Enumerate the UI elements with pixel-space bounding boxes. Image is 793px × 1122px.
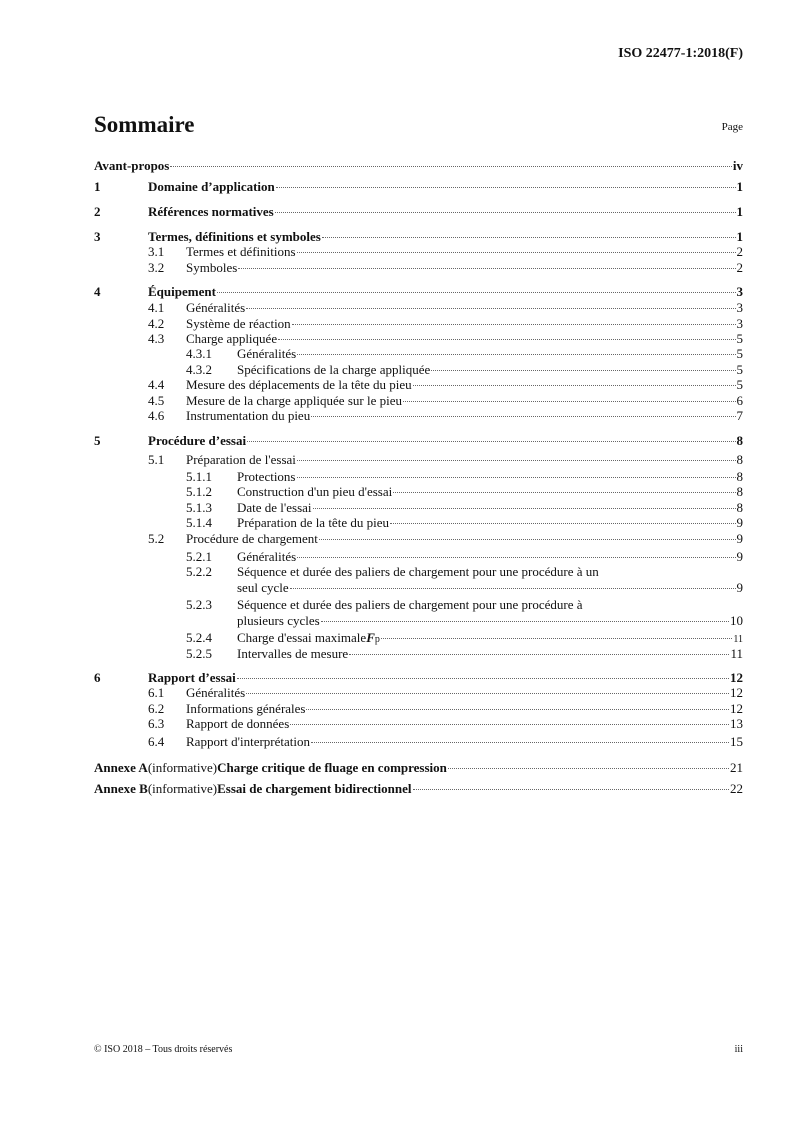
toc-entry[interactable]: [148, 393, 743, 408]
toc-entry-page: 12: [730, 701, 743, 716]
toc-entry-title: Intervalles de mesure: [237, 646, 349, 661]
toc-entry-number: 5.2.5: [186, 646, 212, 661]
toc-entry-title: Essai de chargement bidirectionnel: [217, 781, 412, 796]
toc-entry-page: 13: [730, 716, 743, 731]
toc-entry[interactable]: [94, 179, 743, 194]
toc-entry-title-line1: Séquence et durée des paliers de chargement pour une procédure à un: [237, 564, 599, 579]
dot-leader: [275, 212, 736, 213]
dot-leader: [292, 324, 736, 325]
toc-entry[interactable]: [186, 362, 743, 377]
toc-entry-title: Avant-propos: [94, 158, 170, 173]
toc-entry-page: 22: [730, 781, 743, 796]
toc-entry-page: 9: [736, 515, 743, 530]
toc-entry-page: 1: [736, 204, 743, 219]
toc-entry[interactable]: [94, 760, 743, 775]
toc-entry-title: Rapport d'interprétation: [186, 734, 311, 749]
toc-entry-page: iv: [732, 158, 743, 173]
toc-entry[interactable]: [148, 316, 743, 331]
toc-entry[interactable]: [186, 549, 743, 564]
toc-entry-page: 9: [736, 549, 743, 564]
toc-entry-number: 5.2.2: [186, 564, 212, 579]
toc-entry[interactable]: [94, 670, 743, 685]
toc-entry-title: Charge d'essai maximale: [237, 630, 367, 645]
toc-entry-number: 5.1: [148, 452, 165, 467]
dot-leader: [319, 539, 736, 540]
toc-entry[interactable]: [94, 229, 743, 244]
toc-entry[interactable]: [148, 244, 743, 259]
toc-entry-title: Symboles: [186, 260, 238, 275]
toc-entry[interactable]: [186, 469, 743, 484]
toc-entry-page: 5: [736, 377, 743, 392]
toc-entry[interactable]: [186, 515, 743, 530]
page-column-label: Page: [721, 121, 743, 133]
toc-entry-page: 5: [736, 362, 743, 377]
toc-entry-page: 3: [736, 300, 743, 315]
symbol-subscript: p: [374, 634, 380, 645]
toc-entry[interactable]: [94, 781, 743, 796]
toc-entry-number: 5.1.4: [186, 515, 212, 530]
dot-leader: [276, 187, 736, 188]
toc-entry[interactable]: [148, 452, 743, 467]
toc-entry-title: Charge critique de fluage en compression: [217, 760, 447, 775]
dot-leader: [297, 252, 736, 253]
toc-entry-page: 9: [736, 580, 743, 595]
toc-entry-page: 5: [736, 346, 743, 361]
dot-leader: [237, 678, 729, 679]
toc-entry-number: 4: [94, 284, 101, 299]
toc-entry-number: 4.2: [148, 316, 165, 331]
toc-entry-title: Généralités: [237, 549, 297, 564]
toc-entry-number: 6.4: [148, 734, 165, 749]
toc-entry[interactable]: [148, 685, 743, 700]
toc-entry-title: Rapport d’essai: [148, 670, 236, 685]
toc-entry-number: 3.2: [148, 260, 165, 275]
dot-leader: [403, 401, 736, 402]
toc-entry-title: Charge appliquée: [186, 331, 278, 346]
dot-leader: [311, 416, 735, 417]
toc-entry-title: Procédure de chargement: [186, 531, 318, 546]
toc-entry[interactable]: [186, 500, 743, 515]
toc-entry[interactable]: [186, 580, 743, 595]
dot-leader: [217, 292, 736, 293]
dot-leader: [297, 460, 736, 461]
toc-entry-page: 8: [736, 500, 743, 515]
toc-entry-page: 3: [736, 284, 743, 299]
toc-entry[interactable]: [148, 408, 743, 423]
toc-entry-page: 15: [730, 734, 743, 749]
toc-entry-number: 5.2.1: [186, 549, 212, 564]
dot-leader: [290, 724, 729, 725]
toc-entry-title: Généralités: [237, 346, 297, 361]
dot-leader: [246, 308, 735, 309]
toc-entry-title: Système de réaction: [186, 316, 291, 331]
toc-entry-page: 1: [736, 179, 743, 194]
toc-entry[interactable]: [186, 484, 743, 499]
toc-entry-title: Date de l'essai: [237, 500, 312, 515]
toc-entry-number: 6.1: [148, 685, 165, 700]
toc-entry-title: Préparation de la tête du pieu: [237, 515, 389, 530]
toc-entry-page: 2: [736, 260, 743, 275]
dot-leader: [247, 441, 735, 442]
toc-entry[interactable]: [148, 716, 743, 731]
toc-entry[interactable]: [94, 204, 743, 219]
toc-entry[interactable]: [186, 346, 743, 361]
toc-entry-page: 9: [736, 531, 743, 546]
toc-entry[interactable]: [148, 377, 743, 392]
toc-entry[interactable]: [148, 701, 743, 716]
footer-page-number: iii: [734, 1044, 743, 1055]
toc-entry-page: 12: [730, 670, 743, 685]
toc-entry-title-line2: seul cycle: [237, 580, 289, 595]
toc-entry-number: 3.1: [148, 244, 165, 259]
toc-entry-title: Procédure d’essai: [148, 433, 247, 448]
dot-leader: [349, 654, 729, 655]
document-id: ISO 22477-1:2018(F): [618, 46, 743, 61]
toc-entry-page: 1: [736, 229, 743, 244]
dot-leader: [246, 693, 729, 694]
dot-leader: [313, 508, 736, 509]
symbol-F: F: [366, 630, 375, 645]
toc-entry-page: 6: [736, 393, 743, 408]
toc-entry-title: Références normatives: [148, 204, 274, 219]
dot-leader: [393, 492, 735, 493]
dot-leader: [297, 557, 735, 558]
toc-entry-page: 21: [730, 760, 743, 775]
toc-entry[interactable]: [148, 260, 743, 275]
toc-entry-number: 2: [94, 204, 101, 219]
dot-leader: [321, 621, 729, 622]
annex-label: Annexe B: [94, 781, 148, 796]
toc-entry[interactable]: [148, 331, 743, 346]
toc-entry-title: Instrumentation du pieu: [186, 408, 311, 423]
toc-entry[interactable]: [186, 646, 743, 661]
toc-entry-title: Équipement: [148, 284, 216, 299]
toc-entry-number: 6.3: [148, 716, 165, 731]
toc-entry-number: 5.1.3: [186, 500, 212, 515]
toc-entry-title: Généralités: [186, 300, 246, 315]
dot-leader: [431, 370, 735, 371]
toc-entry-title: Informations générales: [186, 701, 306, 716]
toc-entry-title: Domaine d’application: [148, 179, 275, 194]
toc-entry[interactable]: [148, 734, 743, 749]
dot-leader: [170, 166, 732, 167]
footer-copyright: © ISO 2018 – Tous droits réservés: [94, 1044, 233, 1055]
toc-entry-page: 12: [730, 685, 743, 700]
toc-entry-page: 3: [736, 316, 743, 331]
annex-qualifier: (informative): [147, 781, 218, 796]
toc-entry-title-line2: plusieurs cycles: [237, 613, 320, 628]
toc-entry-page: 8: [736, 452, 743, 467]
annex-label: Annexe A: [94, 760, 148, 775]
toc-entry[interactable]: [148, 531, 743, 546]
toc-entry-number: 5: [94, 433, 101, 448]
toc-entry[interactable]: [186, 630, 743, 647]
dot-leader: [322, 237, 736, 238]
dot-leader: [297, 477, 736, 478]
dot-leader: [413, 385, 736, 386]
toc-entry-title: Termes, définitions et symboles: [148, 229, 321, 244]
toc-entry-number: 4.3.2: [186, 362, 212, 377]
toc-entry-title: Termes et définitions: [186, 244, 296, 259]
toc-entry-number: 5.1.2: [186, 484, 212, 499]
toc-entry[interactable]: [148, 300, 743, 315]
toc-entry-page: 11: [733, 634, 743, 645]
toc-entry-page: 11: [730, 646, 743, 661]
toc-entry-number: 5.2.4: [186, 630, 212, 645]
toc-entry[interactable]: [94, 433, 743, 448]
toc-entry-number: 4.3: [148, 331, 165, 346]
toc-entry-title: Mesure de la charge appliquée sur le pieu: [186, 393, 402, 408]
toc-entry-title: Généralités: [186, 685, 246, 700]
dot-leader: [390, 523, 736, 524]
dot-leader: [306, 709, 729, 710]
toc-entry[interactable]: [186, 613, 743, 628]
toc-entry-number: 4.5: [148, 393, 165, 408]
toc-entry-title-line1: Séquence et durée des paliers de chargement pour une procédure à: [237, 597, 583, 612]
toc-entry-page: 8: [736, 484, 743, 499]
toc-entry-page: 7: [736, 408, 743, 423]
toc-entry-number: 4.4: [148, 377, 165, 392]
dot-leader: [278, 339, 735, 340]
annex-qualifier: (informative): [147, 760, 218, 775]
dot-leader: [297, 354, 735, 355]
toc-entry-page: 8: [736, 433, 743, 448]
toc-entry-number: 4.3.1: [186, 346, 212, 361]
toc-entry-title: Construction d'un pieu d'essai: [237, 484, 393, 499]
toc-entry-title: Protections: [237, 469, 296, 484]
toc-entry-number: 4.1: [148, 300, 165, 315]
toc-entry-number: 6.2: [148, 701, 165, 716]
toc-entry-number: 3: [94, 229, 101, 244]
toc-entry-number: 5.1.1: [186, 469, 212, 484]
toc-entry-title: Mesure des déplacements de la tête du pieu: [186, 377, 412, 392]
dot-leader: [290, 588, 736, 589]
toc-entry-number: 5.2.3: [186, 597, 212, 612]
dot-leader: [311, 742, 729, 743]
toc-entry-title: Préparation de l'essai: [186, 452, 296, 467]
toc-entry-page: 8: [736, 469, 743, 484]
dot-leader: [381, 638, 733, 639]
toc-entry-page: 2: [736, 244, 743, 259]
toc-entry-title: Rapport de données: [186, 716, 290, 731]
dot-leader: [413, 789, 729, 790]
toc-entry[interactable]: [94, 158, 743, 173]
toc-entry-number: 6: [94, 670, 101, 685]
toc-entry-title: Spécifications de la charge appliquée: [237, 362, 431, 377]
dot-leader: [238, 268, 735, 269]
toc-entry-page: 10: [730, 613, 743, 628]
toc-entry[interactable]: [94, 284, 743, 299]
toc-entry-page: 5: [736, 331, 743, 346]
dot-leader: [448, 768, 729, 769]
toc-entry-number: 1: [94, 179, 101, 194]
page-title: Sommaire: [94, 112, 195, 137]
toc-entry-number: 5.2: [148, 531, 165, 546]
toc-entry-number: 4.6: [148, 408, 165, 423]
